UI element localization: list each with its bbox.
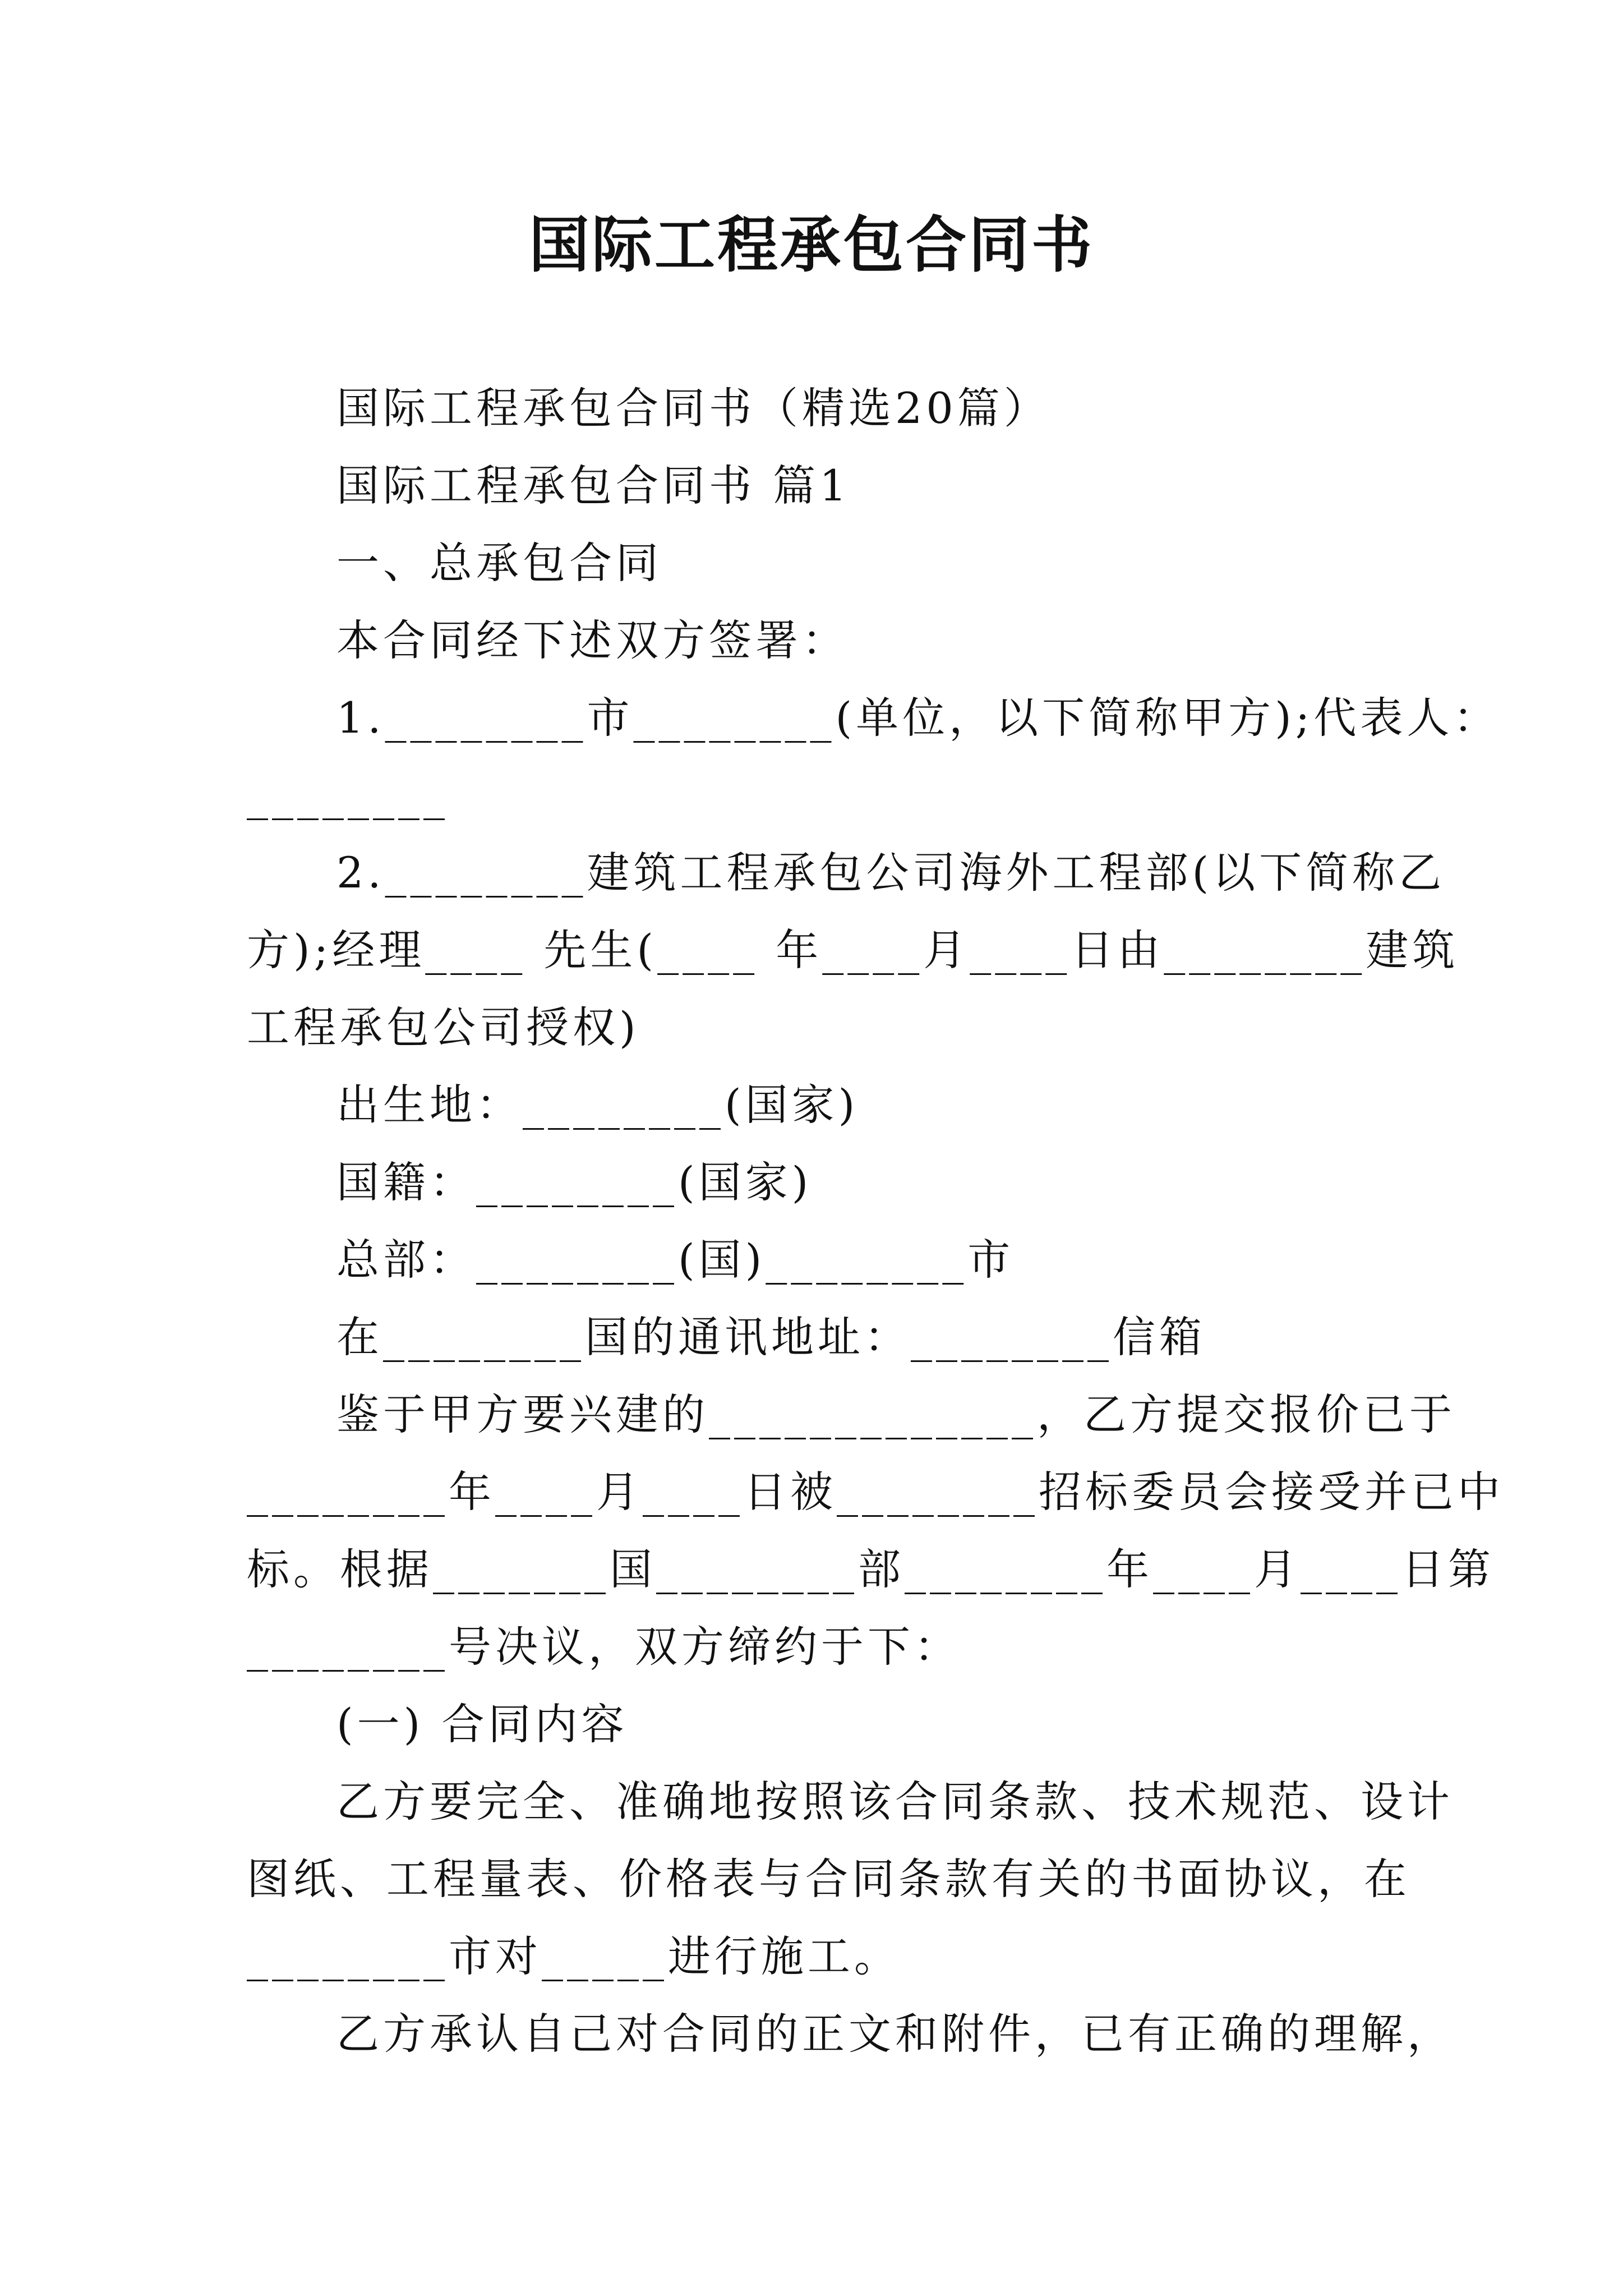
paragraph-line: 乙方承认自己对合同的正文和附件，已有正确的理解，	[336, 2009, 1454, 2059]
paragraph-line: 乙方要完全、准确地按照该合同条款、技术规范、设计	[336, 1777, 1454, 1826]
paragraph-line: 国际工程承包合同书（精选20篇）	[336, 383, 1050, 433]
paragraph-line: 本合同经下述双方签署：	[336, 615, 849, 665]
paragraph-line: 图纸、工程量表、价格表与合同条款有关的书面协议，在	[247, 1854, 1410, 1904]
paragraph-line: 出生地：________(国家)	[336, 1080, 859, 1130]
paragraph-line: 2.________建筑工程承包公司海外工程部(以下简称乙	[336, 848, 1446, 898]
paragraph-line: (一) 合同内容	[336, 1699, 628, 1749]
paragraph-line: 标。根据_______国________部________年____月____日第	[247, 1544, 1495, 1594]
paragraph-line: 1.________市________(单位，以下简称甲方);代表人：	[336, 693, 1500, 743]
paragraph-line: 一、总承包合同	[336, 538, 662, 588]
paragraph-line: 工程承包公司授权)	[247, 1002, 640, 1052]
paragraph-line: ________	[247, 770, 449, 820]
paragraph-line: 方);经理____ 先生(____ 年____月____日由________建筑	[247, 925, 1459, 975]
paragraph-line: ________市对_____进行施工。	[247, 1931, 901, 1981]
paragraph-line: 国籍：________(国家)	[336, 1157, 813, 1207]
document-title: 国际工程承包合同书	[528, 210, 1094, 280]
paragraph-line: 在________国的通讯地址：________信箱	[336, 1312, 1206, 1362]
paragraph-line: 国际工程承包合同书 篇1	[336, 461, 851, 510]
paragraph-line: 鉴于甲方要兴建的_____________，乙方提交报价已于	[336, 1389, 1456, 1439]
paragraph-line: ________年____月____日被________招标委员会接受并已中	[247, 1467, 1504, 1517]
paragraph-line: 总部：________(国)________市	[336, 1235, 1015, 1285]
paragraph-line: ________号决议，双方缔约于下：	[247, 1622, 961, 1672]
